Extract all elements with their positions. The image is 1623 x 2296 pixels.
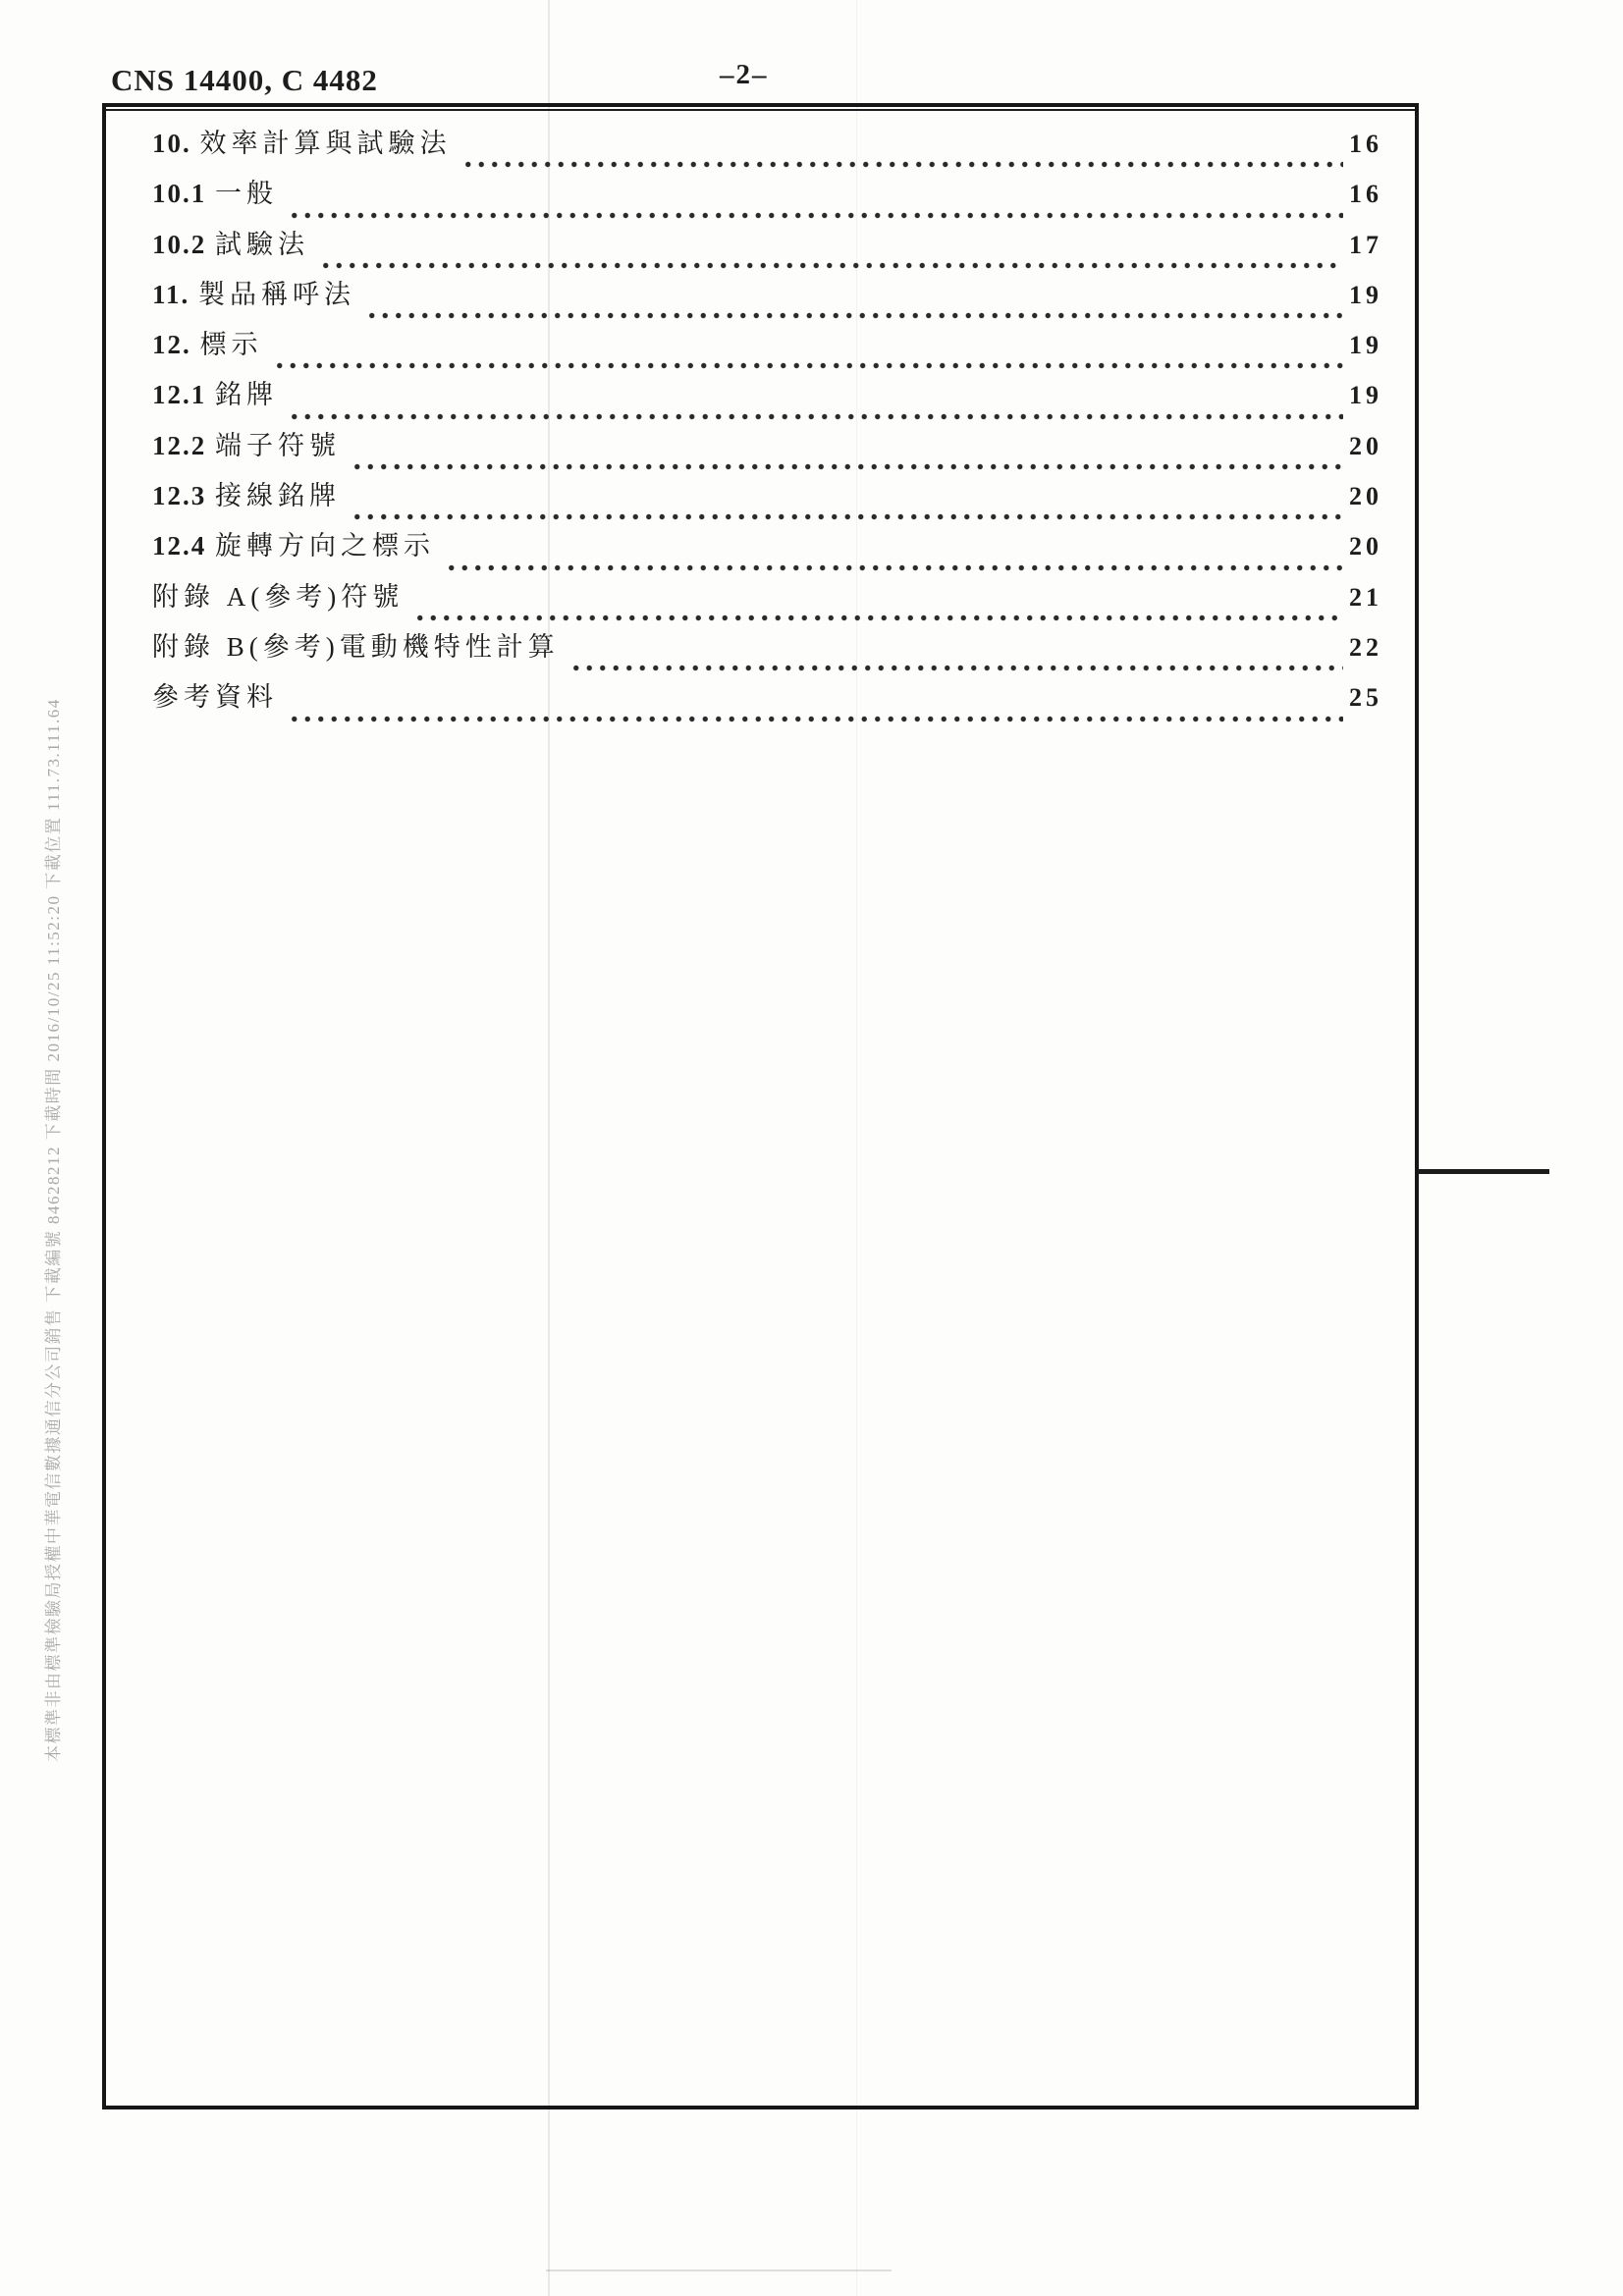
toc-row — [152, 230, 1382, 280]
toc-entry-title: 旋轉方向之標示 — [215, 531, 435, 561]
toc-dot-leader — [569, 663, 1343, 673]
page-number: –2– — [720, 59, 769, 90]
toc-entry-page: 20 — [1349, 532, 1382, 561]
toc-dot-leader — [365, 310, 1343, 321]
toc-entry-page: 21 — [1349, 582, 1382, 612]
toc-entry-text: 參考資料 — [152, 682, 278, 713]
toc-row — [152, 129, 1382, 179]
toc-row — [152, 582, 1382, 632]
toc-entry-text: 附錄 B(參考)電動機特性計算 — [152, 631, 560, 662]
toc-row — [152, 179, 1382, 229]
toc-entry-page: 20 — [1349, 482, 1382, 511]
toc-entry-text: 附錄 A(參考)符號 — [152, 581, 405, 612]
toc-entry-number: 12.2 — [152, 430, 215, 460]
toc-entry-title: 一般 — [215, 179, 278, 209]
toc-entry-number: 12. — [152, 330, 200, 360]
toc-entry-number: 12.3 — [152, 481, 215, 511]
toc-entry-text — [152, 230, 309, 260]
toc-entry-title: 接線銘牌 — [215, 481, 341, 511]
toc-row — [152, 481, 1382, 531]
toc-entry-text — [152, 129, 452, 159]
toc-row — [152, 380, 1382, 430]
download-watermark-text: 本標準非由標準檢驗局授權中華電信數據通信分公司銷售 下載編號 84628212 下載時間 2016/10/25 11:52:20 下載位置 111.73.111.64 — [44, 698, 63, 1762]
toc-entry-page: 19 — [1349, 280, 1382, 309]
toc-entry-number: 10.1 — [152, 179, 215, 209]
toc-entry-title: 製品稱呼法 — [198, 279, 356, 309]
toc-entry-page: 17 — [1349, 230, 1382, 259]
toc-entry-number: 11. — [152, 279, 199, 309]
toc-entry-title: 試驗法 — [215, 229, 309, 259]
toc-dot-leader — [445, 562, 1343, 573]
toc-dot-leader — [288, 714, 1343, 724]
toc-entry-text — [152, 179, 278, 209]
toc-entry-text — [152, 531, 435, 561]
toc-row — [152, 682, 1382, 732]
toc-dot-leader — [413, 613, 1343, 623]
toc-dot-leader — [461, 159, 1344, 170]
toc-entry-title: 銘牌 — [215, 380, 278, 410]
binding-registration-mark — [1418, 1169, 1549, 1174]
toc-row — [152, 280, 1382, 330]
toc-dot-leader — [351, 461, 1343, 472]
toc-row — [152, 330, 1382, 380]
toc-entry-page: 25 — [1349, 683, 1382, 713]
toc-list — [152, 129, 1382, 733]
toc-entry-page: 22 — [1349, 632, 1382, 662]
toc-entry-text — [152, 431, 341, 461]
toc-entry-number: 10.2 — [152, 229, 215, 259]
toc-entry-number: 12.4 — [152, 531, 215, 561]
toc-dot-leader — [288, 411, 1343, 422]
standard-number-header: CNS 14400, C 4482 — [111, 63, 378, 97]
toc-entry-text — [152, 481, 341, 511]
toc-entry-page: 20 — [1349, 431, 1382, 460]
toc-entry-page: 16 — [1349, 180, 1382, 209]
toc-entry-number: 12.1 — [152, 380, 215, 410]
toc-entry-title: 標示 — [199, 330, 263, 360]
toc-entry-text — [152, 330, 263, 360]
toc-row — [152, 632, 1382, 682]
toc-entry-title: 端子符號 — [215, 430, 341, 460]
toc-row — [152, 531, 1382, 581]
toc-dot-leader — [351, 511, 1343, 522]
scan-bottom-mark — [546, 2269, 892, 2271]
toc-entry-text — [152, 280, 355, 310]
toc-entry-text — [152, 380, 278, 410]
toc-row — [152, 431, 1382, 481]
toc-entry-page: 16 — [1349, 130, 1382, 158]
toc-entry-page: 19 — [1349, 331, 1382, 360]
toc-dot-leader — [288, 210, 1343, 221]
toc-dot-leader — [273, 360, 1344, 371]
toc-entry-title: 效率計算與試驗法 — [199, 129, 452, 158]
toc-dot-leader — [319, 260, 1343, 271]
toc-entry-page: 19 — [1349, 381, 1382, 410]
toc-entry-number: 10. — [152, 129, 200, 158]
